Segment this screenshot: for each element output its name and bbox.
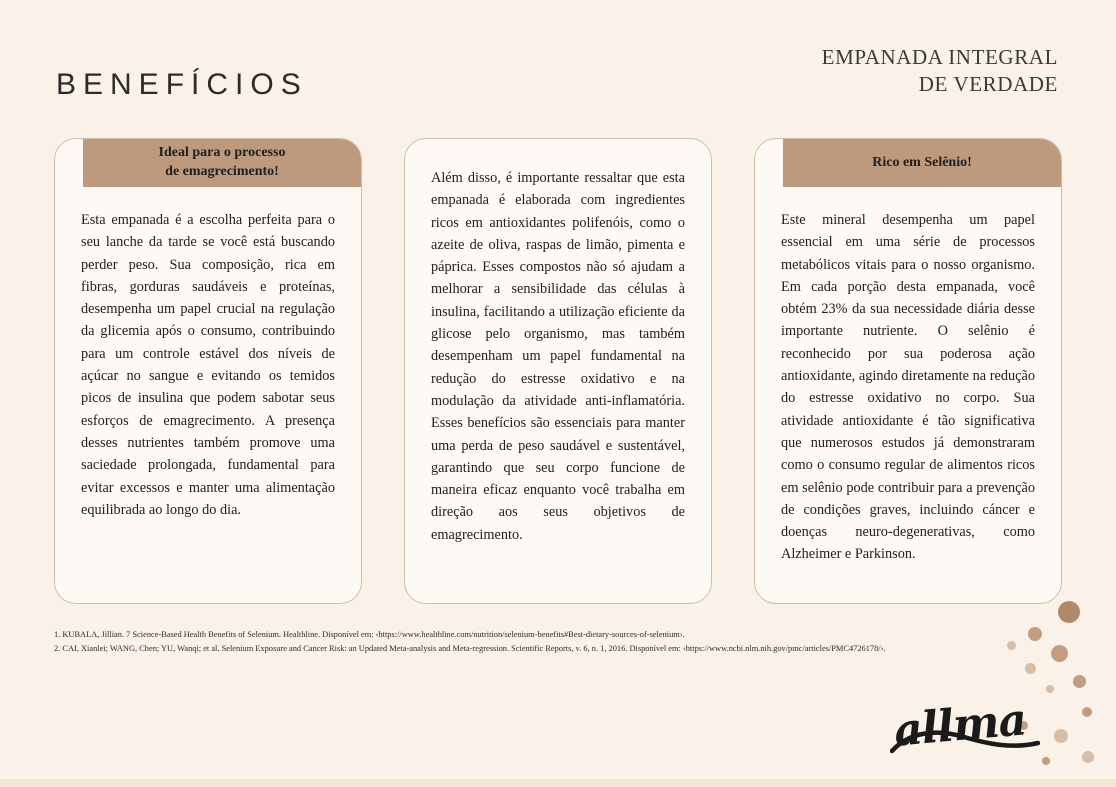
card-body-text-1: Esta empanada é a escolha perfeita para o seu lanche da tarde se você está buscando perder peso. Sua composição, rica em fibras, gorduras saudáveis e proteínas, desempenha um papel crucial na regulação da glicemia após o consumo, contribuindo para um controle estável dos níveis de açúcar no sangue e evitando os temidos picos de insulina que podem sabotar seus esforços de emagrecimento. A presença desses nutrientes também promove uma saciedade prolongada, fundamental para evitar excessos e manter uma alimentação equilibrada ao longo do dia. bbox=[81, 212, 335, 518]
card-body-text-2: Além disso, é importante ressaltar que esta empanada é elaborada com ingredientes ricos em antioxidantes polifenóis, como o azeite de oliva, raspas de limão, pimenta e páprica. Esses compostos não só ajudam a melhorar a sensibilidade das células à insulina, facilitando a utilização eficiente da glicose pelo organismo, mas também desempenham um papel fundamental na redução do estresse oxidativo e na modulação da atividade anti-inflamatória. Esses benefícios são essenciais para manter uma perda de peso saudável e sustentável, garantindo que seu corpo funcione de maneira eficaz enquanto você trabalha em direção aos seus objetivos de emagrecimento. bbox=[431, 170, 685, 543]
brand-tagline-line1: EMPANADA INTEGRAL bbox=[821, 45, 1058, 69]
benefit-card-3 bbox=[754, 138, 1062, 604]
decorative-dot bbox=[1054, 729, 1068, 743]
references-block bbox=[54, 628, 914, 656]
card-header-line1: Rico em Selênio! bbox=[872, 154, 972, 170]
reference-item: 1. KUBALA, Jillian. 7 Science-Based Health Benefits of Selenium. Healthline. Disponível em: ‹https://www.healthline.com/nutrition/selenium-benefits#Best-dietary-sources-of-selenium›. bbox=[54, 630, 685, 639]
decorative-dot bbox=[1058, 601, 1080, 623]
decorative-dot bbox=[1046, 685, 1054, 693]
decorative-dot bbox=[1082, 751, 1094, 763]
decorative-dot bbox=[1051, 645, 1068, 662]
page-title: BENEFÍCIOS bbox=[56, 68, 308, 102]
benefit-card-1 bbox=[54, 138, 362, 604]
decorative-dot bbox=[1007, 641, 1016, 650]
card-header-line1: Ideal para o processo bbox=[158, 145, 286, 161]
logo-swoosh-icon bbox=[890, 725, 1040, 759]
benefit-cards bbox=[54, 138, 1062, 604]
decorative-dot bbox=[1082, 707, 1092, 717]
brand-tagline bbox=[822, 44, 1058, 98]
logo-wordmark: allma bbox=[892, 694, 1028, 757]
brand-logo bbox=[892, 579, 1098, 779]
reference-item: 2. CAI, Xianlei; WANG, Chen; YU, Wanqi; et al. Selenium Exposure and Cancer Risk: an Updated Meta-analysis and Meta-regression. Scientific Reports, v. 6, n. 1, 2016. Disponível em: ‹https://www.ncbi.nlm.nih.gov/pmc/articles/PMC4726178/›. bbox=[54, 644, 886, 654]
card-header-line2: de emagrecimento! bbox=[165, 164, 279, 179]
brand-tagline-line2: DE VERDADE bbox=[918, 71, 1058, 96]
decorative-dot bbox=[1073, 675, 1086, 688]
card-header-banner-3 bbox=[783, 139, 1061, 187]
bottom-strip bbox=[0, 779, 1116, 787]
card-body-text-3: Este mineral desempenha um papel essencial em uma série de processos metabólicos vitais para o nosso organismo. Em cada porção desta empanada, você obtém 23% da sua necessidade diária desse importante nutriente. O selênio é reconhecido por sua poderosa ação antioxidante, agindo diretamente na redução do estresse oxidativo no corpo. Sua atividade antioxidante é tão significativa que numerosos estudos já demonstraram como o consumo regular de alimentos ricos em selênio pode contribuir para a prevenção de condições graves, incluindo cáncer e doenças neuro-degenerativas, como Alzheimer e Parkinson. bbox=[781, 212, 1035, 563]
decorative-dot bbox=[1025, 663, 1036, 674]
decorative-dot bbox=[1028, 627, 1042, 641]
benefit-card-2 bbox=[404, 138, 712, 604]
card-header-banner-1 bbox=[83, 139, 361, 187]
decorative-dot bbox=[1042, 757, 1050, 765]
